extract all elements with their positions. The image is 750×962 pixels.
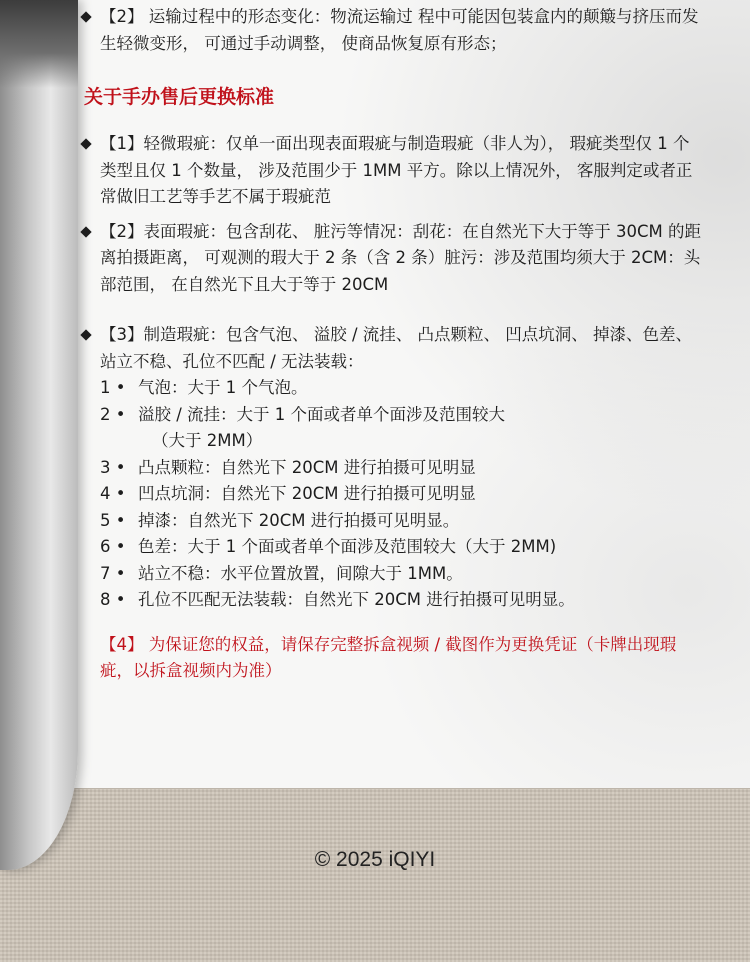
defect-text: 色差：大于 1 个面或者单个面涉及范围较大（大于 2MM) xyxy=(138,537,557,556)
defect-continuation: （大于 2MM） xyxy=(152,431,263,450)
list-item xyxy=(100,534,704,561)
defect-number: 8 • xyxy=(100,590,126,609)
list-item-standard-1 xyxy=(84,131,704,211)
standard-text: 【3】制造瑕疵：包含气泡、 溢胶 / 流挂、 凸点颗粒、 凹点坑洞、 掉漆、色差、站立不稳、孔位不匹配 / 无法装载： xyxy=(100,325,693,371)
list-item xyxy=(100,375,704,402)
page-curl xyxy=(0,0,78,870)
notice-text: 【4】 为保证您的权益，请保存完整拆盒视频 / 截图作为更换凭证（卡牌出现瑕疵，以拆盒视频内为准） xyxy=(100,634,677,680)
list-item-transport xyxy=(84,4,704,57)
defect-number: 2 • xyxy=(100,404,126,424)
list-item xyxy=(100,508,704,535)
section-heading: 关于手办售后更换标准 xyxy=(84,86,275,108)
defect-text: 掉漆：自然光下 20CM 进行拍摄可见明显。 xyxy=(138,510,460,530)
standard-text: 【2】表面瑕疵：包含刮花、 脏污等情况：刮花：在自然光下大于等于 30CM 的距离拍摄距离， 可观测的瑕大于 2 条（含 2 条）脏污：涉及范围均须大于 2CM：头部范围， 在自然光下且大于等于 20CM xyxy=(100,221,701,294)
copyright-footer: © 2025 iQIYI xyxy=(314,848,436,871)
list-item-standard-3 xyxy=(84,322,704,375)
defect-text: 溢胶 / 流挂：大于 1 个面或者单个面涉及范围较大 xyxy=(138,404,506,424)
defect-text: 站立不稳：水平位置放置，间隙大于 1MM。 xyxy=(138,563,463,583)
defect-text: 凸点颗粒：自然光下 20CM 进行拍摄可见明显 xyxy=(138,457,476,477)
defect-number: 7 • xyxy=(100,563,126,583)
list-item xyxy=(100,481,704,508)
list-item-standard-2 xyxy=(84,219,704,299)
defect-number: 1 • xyxy=(100,378,126,397)
defect-number: 4 • xyxy=(100,484,126,503)
defect-text: 凹点坑洞：自然光下 20CM 进行拍摄可见明显 xyxy=(138,484,476,503)
list-item xyxy=(100,402,704,429)
defect-text: 孔位不匹配无法装载：自然光下 20CM 进行拍摄可见明显。 xyxy=(138,590,575,609)
standard-text: 【1】轻微瑕疵：仅单一面出现表面瑕疵与制造瑕疵（非人为）， 瑕疵类型仅 1 个类型且仅 1 个数量， 涉及范围少于 1MM 平方。除以上情况外， 客服判定或者正常做旧工艺等手艺不属于瑕疵范 xyxy=(100,134,693,206)
list-item xyxy=(100,455,704,482)
defect-text: 气泡：大于 1 个气泡。 xyxy=(138,378,308,397)
list-item xyxy=(100,587,704,614)
list-item xyxy=(100,561,704,588)
defect-number: 6 • xyxy=(100,537,126,556)
defect-number: 3 • xyxy=(100,457,126,477)
defect-number: 5 • xyxy=(100,510,126,530)
transport-text: 【2】 运输过程中的形态变化：物流运输过 程中可能因包装盒内的颠簸与挤压而发生轻微变形， 可通过手动调整， 使商品恢复原有形态； xyxy=(100,7,699,53)
defect-list xyxy=(84,375,704,614)
content-area xyxy=(84,4,704,685)
